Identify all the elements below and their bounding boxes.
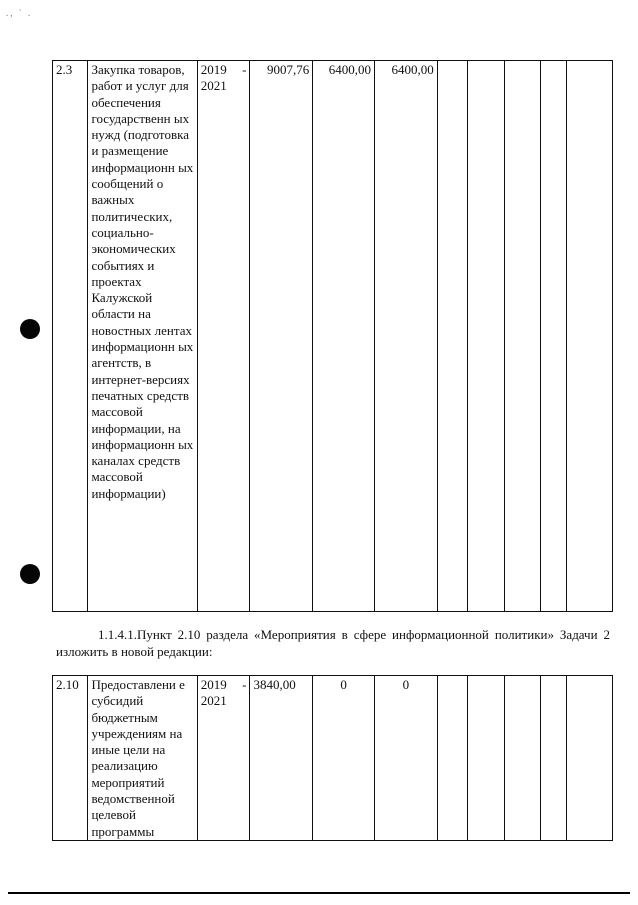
empty-cell — [504, 676, 540, 841]
period-cell — [197, 676, 250, 841]
amount-cell-b: 0 — [375, 676, 438, 841]
period-end: 2021 — [200, 78, 227, 94]
row-number-cell: 2.3 — [53, 61, 88, 612]
table-row — [53, 61, 613, 612]
empty-cell — [567, 61, 613, 612]
empty-cell — [541, 676, 567, 841]
empty-cell — [504, 61, 540, 612]
bottom-scan-edge-line — [8, 892, 630, 894]
period-start: 2019 — [200, 62, 227, 77]
empty-cell — [468, 61, 504, 612]
scan-artifact-mark: ., ` . — [6, 8, 33, 18]
period-dash: - — [242, 62, 247, 77]
total-amount-cell: 9007,76 — [250, 61, 313, 612]
empty-cell — [437, 61, 467, 612]
amendment-paragraph: 1.1.4.1.Пункт 2.10 раздела «Мероприятия в сфере информационной политики» Задачи 2 изложить в новой редакции: — [56, 627, 610, 659]
empty-cell — [567, 676, 613, 841]
total-amount-cell: 3840,00 — [250, 676, 313, 841]
amount-cell-a: 0 — [313, 676, 375, 841]
period-start: 2019 — [200, 677, 227, 692]
program-table-row-2-10 — [52, 675, 613, 841]
activity-name-cell: Закупка товаров, работ и услуг для обеспечения государственн ых нужд (подготовка и размещение информационн ых сообщений о важных политических, социально-экономических событиях и проектах Калужской области на новостных лентах информационн ых агентств, в интернет-версиях печатных средств массовой информации, на информационн ых каналах средств массовой информации) — [88, 61, 197, 612]
program-table-row-2-3 — [52, 60, 613, 612]
amount-cell-b: 6400,00 — [375, 61, 438, 612]
period-cell — [197, 61, 250, 612]
empty-cell — [541, 61, 567, 612]
empty-cell — [468, 676, 504, 841]
table-row — [53, 676, 613, 841]
punch-hole-bottom — [20, 564, 40, 584]
period-end: 2021 — [200, 693, 227, 709]
activity-name-cell: Предоставлени е субсидий бюджетным учреждениям на иные цели на реализацию мероприятий ведомственной целевой программы — [88, 676, 197, 841]
empty-cell — [437, 676, 467, 841]
punch-hole-top — [20, 319, 40, 339]
amount-cell-a: 6400,00 — [313, 61, 375, 612]
row-number-cell: 2.10 — [53, 676, 88, 841]
period-dash: - — [242, 677, 247, 692]
